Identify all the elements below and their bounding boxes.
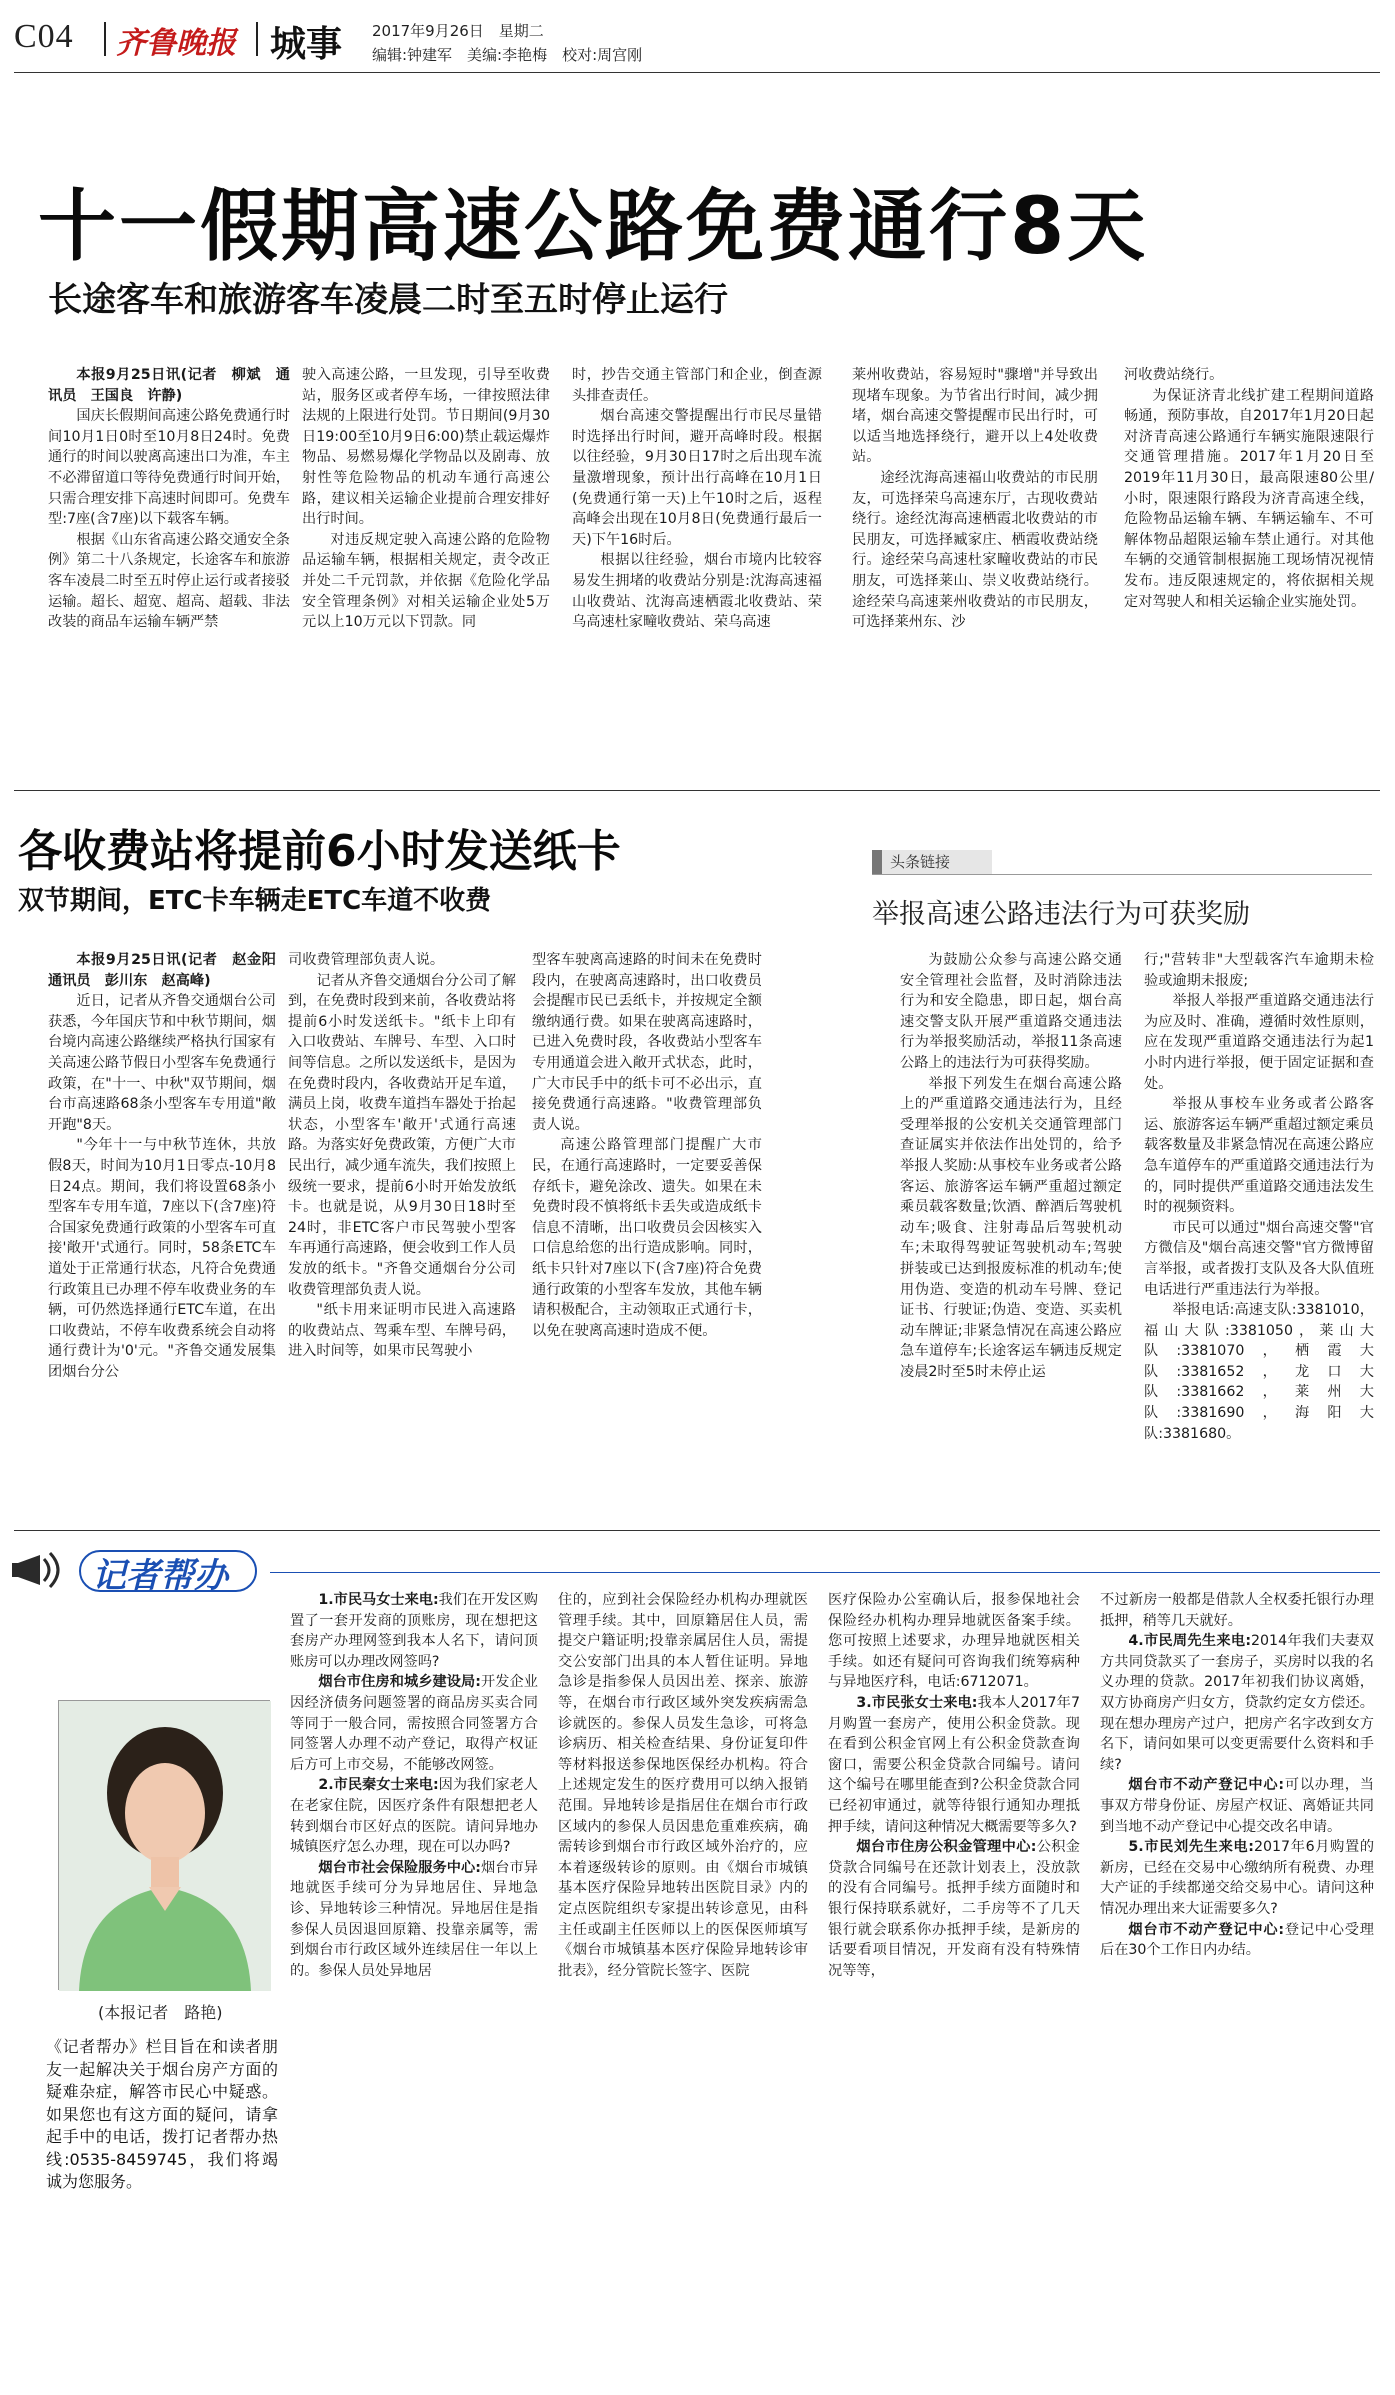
- paragraph: 河收费站绕行。: [1124, 367, 1224, 383]
- paragraph: 高速公路管理部门提醒广大市民，在通行高速路时，一定要妥善保存纸卡，避免涂改、遗失。如果在未免费时段不慎将纸卡丢失或造成纸卡信息不清晰，出口收费员会因核实入口信息给您的出行造成影响。同时，纸卡只针对7座以下(含7座)符合免费通行政策的小型客车发放，其他车辆请积极配合，主动领取正式通行卡，以免在驶离高速时造成不便。: [532, 1137, 762, 1339]
- sidebar-title: 举报高速公路违法行为可获奖励: [872, 899, 1250, 930]
- story1-column: [852, 365, 1098, 745]
- answer-text: 可以办理，当事双方带身份证、房屋产权证、离婚证共同到当地不动产登记中心提交改名申请。: [1100, 1777, 1374, 1835]
- paragraph: 烟台高速交警提醒出行市民尽量错时选择出行时间，避开高峰时段。根据以往经验，9月30日17时之后出现车流量激增现象，预计出行高峰在10月1日(免费通行第一天)上午10时之后，返程高峰会出现在10月8日(免费通行最后一天)下午16时后。: [572, 408, 822, 548]
- answer-head: 烟台市不动产登记中心:: [1128, 1921, 1285, 1938]
- issue-date: 2017年9月26日 星期二: [372, 22, 544, 40]
- masthead-rule: [14, 72, 1380, 73]
- answer-text: 住的，应到社会保险经办机构办理就医管理手续。其中，回原籍居住人员，需提交户籍证明;投靠亲属居住人员，需提交公安部门出具的本人暂住证明。异地急诊是指参保人员因出差、探亲、旅游等，在烟台市行政区域外突发疾病需急诊就医的。参保人员发生急诊，可将急诊病历、相关检查结果、身份证复印件等材料报送参保地医保经办机构。符合上述规定发生的医疗费用可以纳入报销范围。异地转诊是指居住在烟台市行政区域内的参保人员因患危重难疾病，确需转诊到烟台市行政区域外治疗的，应本着逐级转诊的原则。由《烟台市城镇基本医疗保险异地转出医院目录》内的定点医院组织专家提出转诊意见，由科主任或副主任医师以上的医保医师填写《烟台市城镇基本医疗保险异地转诊审批表》，经分管院长签字、医院: [558, 1592, 808, 1979]
- help-column: [558, 1590, 808, 2380]
- paragraph: 举报电话:高速支队:3381010，福山大队:3381050，莱山大队:3381070，栖霞大队:3381652，龙口大队:3381662，莱州大队:3381690，海阳大队:3381680。: [1144, 1302, 1374, 1442]
- lead-headline: 十一假期高速公路免费通行8天: [38, 182, 1149, 272]
- story1-column: [1124, 365, 1374, 745]
- paragraph: 市民可以通过"烟台高速交警"官方微信及"烟台高速交警"官方微博留言举报，或者拨打支队及各大队值班电话进行严重违法行为举报。: [1144, 1219, 1374, 1298]
- section-rule: [14, 1530, 1380, 1531]
- paragraph: 举报人举报严重道路交通违法行为应及时、准确，遵循时效性原则，应在发现严重道路交通违法行为起1小时内进行举报，便于固定证据和查处。: [1144, 993, 1374, 1092]
- page-number: C04: [14, 18, 74, 55]
- paragraph: "今年十一与中秋节连休，共放假8天，时间为10月1日零点-10月8日24点。期间，我们将设置68条小型客车专用车道，7座以下(含7座)符合国家免费通行政策的小型客车可直接'敞开'式通行。同时，58条ETC车道处于正常通行状态，凡符合免费通行政策且已办理不停车收费业务的车辆，可仍然选择通行ETC车道，在出口收费站，不停车收费系统会自动将通行费计为'0'元。"齐鲁交通发展集团烟台分公: [48, 1137, 276, 1380]
- answer-text: 开发企业因经济债务问题签署的商品房买卖合同等同于一般合同，需按照合同签署方合同签署人办理不动产登记，取得产权证后方可上市交易，不能够改网签。: [290, 1674, 538, 1773]
- help-column: [290, 1590, 538, 2380]
- paragraph: 根据《山东省高速公路交通安全条例》第二十八条规定，长途客车和旅游客车凌晨二时至五时停止运行或者接驳运输。超长、超宽、超高、超载、非法改装的商品车运输车辆严禁: [48, 531, 290, 631]
- paragraph: 国庆长假期间高速公路免费通行时间10月1日0时至10月8日24时。免费通行的时间以驶离高速出口为准，车主不必滞留道口等待免费通行时间开始，只需合理安排下高速时间即可。免费车型:7座(含7座)以下载客车辆。: [48, 408, 290, 528]
- question-head: 5.市民刘先生来电:: [1128, 1839, 1254, 1856]
- byline: 本报9月25日讯(记者 柳斌 通讯员 王国良 许静): [48, 367, 290, 404]
- sidebar-rule: [872, 874, 1372, 875]
- answer-text: 公积金贷款合同编号在还款计划表上，没放款的没有合同编号。抵押手续方面随时和银行保持联系就好，二手房等不了几天银行就会联系你办抵押手续，是新房的话要看项目情况，开发商有没有特殊情况等等，: [828, 1839, 1080, 1979]
- answer-text: 不过新房一般都是借款人全权委托银行办理抵押，稍等几天就好。: [1100, 1592, 1374, 1629]
- answer-text: 登记中心受理后在30个工作日内办结。: [1100, 1921, 1374, 1959]
- help-rule: [270, 1572, 1380, 1573]
- question-head: 3.市民张女士来电:: [856, 1694, 978, 1711]
- paragraph: 为鼓励公众参与高速公路交通安全管理社会监督，及时消除违法行为和安全隐患，即日起，烟台高速交警支队开展严重道路交通违法行为举报奖励活动，举报11条高速公路上的违法行为可获得奖励。: [900, 952, 1122, 1071]
- paragraph: 司收费管理部负责人说。: [288, 952, 445, 968]
- sidebar-column: [1144, 950, 1374, 1510]
- story2-column: [532, 950, 762, 1510]
- answer-text: 医疗保险办公室确认后，报参保地社会保险经办机构办理异地就医备案手续。您可按照上述要求，办理异地就医相关手续。如还有疑问可咨询我们统筹病种与异地医疗科，电话:6712071。: [828, 1592, 1080, 1691]
- masthead-divider: [256, 22, 258, 56]
- question-head: 4.市民周先生来电:: [1128, 1633, 1251, 1650]
- paragraph: 近日，记者从齐鲁交通烟台公司获悉，今年国庆节和中秋节期间，烟台境内高速公路继续严格执行国家有关高速公路节假日小型客车免费通行政策，在"十一、中秋"双节期间，烟台市高速路68条小型客车专用道"敞开跑"8天。: [48, 993, 276, 1133]
- story1-column: [572, 365, 822, 745]
- paragraph: 型客车驶离高速路的时间未在免费时段内，在驶离高速路时，出口收费员会提醒市民已丢纸卡，并按规定全额缴纳通行费。如果在驶离高速路时，已进入免费时段，各收费站小型客车专用通道会进入敞开式状态，此时，广大市民手中的纸卡可不必出示，直接免费通行高速路。"收费管理部负责人说。: [532, 952, 762, 1133]
- masthead-divider: [104, 22, 106, 56]
- answer-head: 烟台市社会保险服务中心:: [318, 1859, 481, 1876]
- photo-caption: (本报记者 路艳): [98, 2003, 223, 2022]
- story1-column: [302, 365, 550, 745]
- story2-column: [48, 950, 291, 1510]
- editors-credit: 编辑:钟建军 美编:李艳梅 校对:周宫刚: [372, 46, 643, 64]
- paragraph: 举报从事校车业务或者公路客运、旅游客运车辆严重超过额定乘员载客数量及非紧急情况在高速公路应急车道停车的严重道路交通违法行为的，同时提供严重道路交通违法发生时的视频资料。: [1144, 1096, 1374, 1216]
- paragraph: 莱州收费站，容易短时"骤增"并导致出现堵车现象。为节省出行时间，减少拥堵，烟台高速交警提醒市民出行时，可以适当地选择绕行，避开以上4处收费站。: [852, 367, 1098, 466]
- paragraph: 驶入高速公路，一旦发现，引导至收费站，服务区或者停车场，一律按照法律法规的上限进行处罚。节日期间(9月30日19:00至10月9日6:00)禁止载运爆炸物品、易燃易爆化学物品以及剧毒、放射性等危险物品的机动车通行高速公路，建议相关运输企业提前合理安排好出行时间。: [302, 367, 550, 528]
- question-text: 我们在开发区购置了一套开发商的顶账房，现在想把这套房产办理网签到我本人名下，请问顶账房可以办理改网签吗?: [290, 1592, 538, 1670]
- question-head: 1.市民马女士来电:: [318, 1592, 439, 1608]
- paragraph: 时，抄告交通主管部门和企业，倒查源头排查责任。: [572, 367, 822, 404]
- sidebar-tab: 头条链接: [872, 850, 992, 874]
- sidebar-column: [900, 950, 1122, 1510]
- section-title: 城事: [270, 24, 343, 65]
- story2-column: [288, 950, 516, 1510]
- question-head: 2.市民秦女士来电:: [318, 1777, 439, 1794]
- help-column: [828, 1590, 1080, 2380]
- question-text: 2017年6月购置的新房，已经在交易中心缴纳所有税费、办理大产证的手续都递交给交易中心。请问这种情况办理出来大证需要多久?: [1100, 1839, 1375, 1917]
- paragraph: 根据以往经验，烟台市境内比较容易发生拥堵的收费站分别是:沈海高速福山收费站、沈海高速栖霞北收费站、荣乌高速杜家疃收费站、荣乌高速: [572, 552, 822, 631]
- paragraph: 行;"营转非"大型载客汽车逾期未检验或逾期未报废;: [1144, 952, 1374, 989]
- paragraph: 对违反规定驶入高速公路的危险物品运输车辆，根据相关规定，责令改正并处二千元罚款，并依据《危险化学品安全管理条例》对相关运输企业处5万元以上10万元以下罚款。同: [302, 531, 550, 631]
- newspaper-logo: 齐鲁晚报: [116, 26, 236, 61]
- paragraph: 为保证济青北线扩建工程期间道路畅通，预防事故，自2017年1月20日起对济青高速公路通行车辆实施限速限行交通管理措施。2017年1月20日至2019年11月30日，最高限速80公里/小时，限速限行路段为济青高速全线，危险物品运输车辆、车辆运输车、不可解体物品超限运输车禁止通行。对其他车辆的交通管制根据施工现场情况视情发布。违反限速规定的，将依据相关规定对驾驶人和相关运输企业实施处罚。: [1124, 387, 1374, 610]
- question-text: 我本人2017年7月购置一套房产，使用公积金贷款。现在看到公积金官网上有公积金贷款查询窗口，需要公积金贷款合同编号。请问这个编号在哪里能查到?公积金贷款合同已经初审通过，就等待银行通知办理抵押手续，请问这种情况大概需要等多久?: [828, 1694, 1080, 1835]
- answer-head: 烟台市住房和城乡建设局:: [318, 1674, 481, 1691]
- lead-subheadline: 长途客车和旅游客车凌晨二时至五时停止运行: [48, 280, 728, 320]
- answer-head: 烟台市住房公积金管理中心:: [856, 1839, 1037, 1856]
- paragraph: "纸卡用来证明市民进入高速路的收费站点、驾乘车型、车牌号码，进入时间等，如果市民驾驶小: [288, 1302, 516, 1360]
- byline: 本报9月25日讯(记者 赵金阳 通讯员 彭川东 赵高峰): [48, 952, 291, 989]
- question-text: 因为我们家老人在老家住院，因医疗条件有限想把老人转到烟台市区好点的医院。请问异地办城镇医疗怎么办理，现在可以办吗?: [290, 1777, 538, 1856]
- story1-column: [48, 365, 290, 745]
- section-rule: [14, 790, 1380, 791]
- reporter-photo: [58, 1700, 270, 1990]
- paragraph: 记者从齐鲁交通烟台分公司了解到，在免费时段到来前，各收费站将提前6小时发送纸卡。"纸卡上印有入口收费站、车牌号、车型、入口时间等信息。之所以发送纸卡，是因为在免费时段内，各收费站开足车道，满员上岗，收费车道挡车器处于抬起状态，小型客车'敞开'式通行高速路。为落实好免费政策，方便广大市民出行，减少通车流失，我们按照上级统一要求，提前6小时开始发放纸卡。也就是说，从9月30日18时至24时，非ETC客户市民驾驶小型客车再通行高速路，便会收到工作人员发放的纸卡。"齐鲁交通烟台分公司收费管理部负责人说。: [288, 972, 516, 1298]
- help-column: [1100, 1590, 1374, 2380]
- story2-subheadline: 双节期间，ETC卡车辆走ETC车道不收费: [18, 886, 492, 916]
- answer-text: 烟台市异地就医手续可分为异地居住、异地急诊、异地转诊三种情况。异地居住是指参保人员因退回原籍、投靠亲属等，需到烟台市行政区域外连续居住一年以上的。参保人员处异地居: [290, 1859, 538, 1979]
- help-badge-label: 记者帮办: [92, 1556, 228, 1596]
- help-intro: 《记者帮办》栏目旨在和读者朋友一起解决关于烟台房产方面的疑难杂症，解答市民心中疑惑。如果您也有这方面的疑问，请拿起手中的电话，拨打记者帮办热线:0535-8459745，我们将竭诚为您服务。: [46, 2037, 278, 2191]
- paragraph: 途经沈海高速福山收费站的市民朋友，可选择荣乌高速东厅，古现收费站绕行。途经沈海高速栖霞北收费站的市民朋友，可选择臧家庄、栖霞收费站绕行。途经荣乌高速杜家疃收费站的市民朋友，可选择莱山、崇义收费站绕行。途经荣乌高速莱州收费站的市民朋友，可选择莱州东、沙: [852, 469, 1098, 631]
- paragraph: 举报下列发生在烟台高速公路上的严重道路交通违法行为，且经受理举报的公安机关交通管理部门查证属实并依法作出处罚的，给予举报人奖励:从事校车业务或者公路客运、旅游客运车辆严重超过额定乘员载客数量;饮酒、醉酒后驾驶机动车;吸食、注射毒品后驾驶机动车;未取得驾驶证驾驶机动车;驾驶拼装或已达到报废标准的机动车;使用伪造、变造的机动车号牌、登记证书、行驶证;伪造、变造、买卖机动车牌证;非紧急情况在高速公路应急车道停车;长途客运车辆违反规定凌晨2时至5时未停止运: [900, 1075, 1122, 1380]
- question-text: 2014年我们夫妻双方共同贷款买了一套房子，买房时以我的名义办理的贷款。2017年初我们协议离婚，双方协商房产归女方，贷款约定女方偿还。现在想办理房产过户，把房产名字改到女方名下，请问如果可以变更需要什么资料和手续?: [1100, 1633, 1374, 1773]
- story2-headline: 各收费站将提前6小时发送纸卡: [18, 826, 621, 877]
- answer-head: 烟台市不动产登记中心:: [1128, 1777, 1285, 1794]
